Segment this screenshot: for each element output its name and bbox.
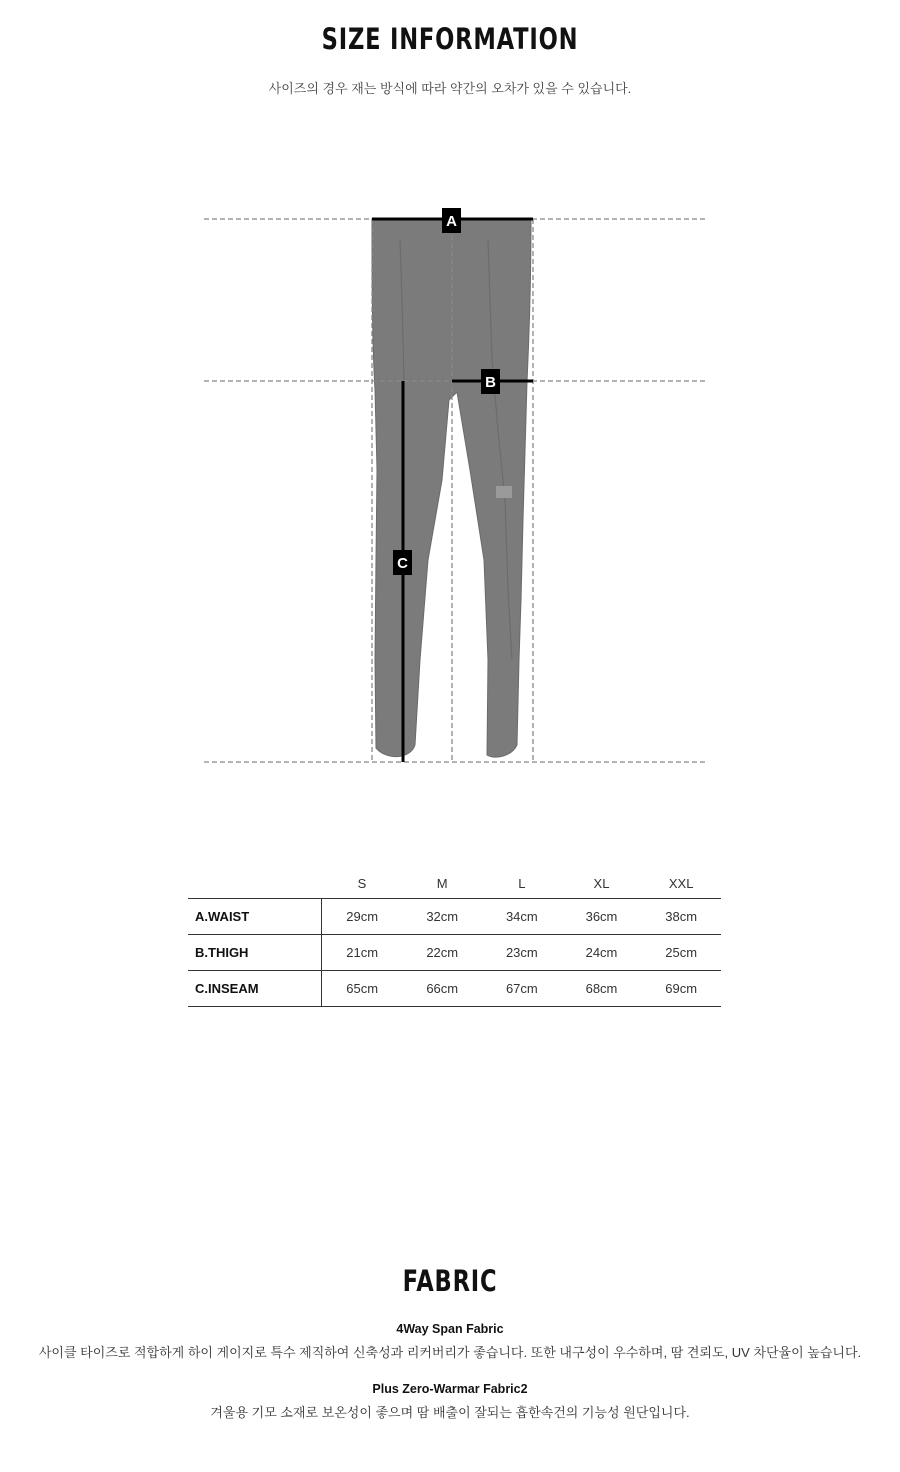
size-header-xl: XL	[593, 875, 610, 891]
size-header-s: S	[357, 875, 367, 891]
marker-a	[442, 208, 461, 233]
svg-text:A: A	[446, 213, 457, 230]
table-cell: 25cm	[641, 935, 721, 971]
row-label-thigh: B.THIGH	[188, 935, 322, 971]
header-corner	[188, 868, 322, 899]
table-cell: 34cm	[482, 899, 562, 935]
table-cell: 21cm	[322, 935, 403, 971]
table-row	[188, 935, 721, 971]
size-header-m: M	[436, 875, 448, 891]
row-label-waist: A.WAIST	[188, 899, 322, 935]
fabric-title: FABRIC	[402, 1264, 498, 1298]
table-cell: 32cm	[402, 899, 482, 935]
marker-c	[393, 550, 412, 575]
size-header-l: L	[518, 875, 526, 891]
svg-text:C: C	[397, 555, 408, 572]
table-cell: 66cm	[402, 971, 482, 1007]
table-row	[188, 971, 721, 1007]
fabric-name-1: 4Way Span Fabric	[396, 1322, 504, 1336]
size-information-title: SIZE INFORMATION	[321, 22, 579, 56]
logo-patch	[496, 486, 512, 498]
table-cell: 22cm	[402, 935, 482, 971]
row-label-inseam: C.INSEAM	[188, 971, 322, 1007]
table-cell: 38cm	[641, 899, 721, 935]
fabric-description-2: 겨울용 기모 소재로 보온성이 좋으며 땀 배출이 잘되는 흡한속건의 기능성 원단입니다.	[210, 1405, 690, 1420]
table-cell: 68cm	[562, 971, 642, 1007]
table-cell: 24cm	[562, 935, 642, 971]
fabric-name-2: Plus Zero-Warmar Fabric2	[372, 1382, 528, 1396]
svg-text:B: B	[485, 374, 496, 391]
measurement-note: 사이즈의 경우 재는 방식에 따라 약간의 오차가 있을 수 있습니다.	[268, 81, 632, 96]
size-header-row	[188, 868, 721, 899]
table-cell: 65cm	[322, 971, 403, 1007]
fabric-description-1: 사이클 타이즈로 적합하게 하이 게이지로 특수 제직하여 신축성과 리커버리가 좋습니다. 또한 내구성이 우수하며, 땀 견뢰도, UV 차단율이 높습니다.	[38, 1345, 862, 1360]
size-header-xxl: XXL	[668, 875, 694, 891]
table-cell: 23cm	[482, 935, 562, 971]
table-row	[188, 899, 721, 935]
table-cell: 36cm	[562, 899, 642, 935]
table-cell: 69cm	[641, 971, 721, 1007]
table-cell: 67cm	[482, 971, 562, 1007]
size-table	[188, 868, 721, 1007]
marker-b	[481, 369, 500, 394]
table-cell: 29cm	[322, 899, 403, 935]
